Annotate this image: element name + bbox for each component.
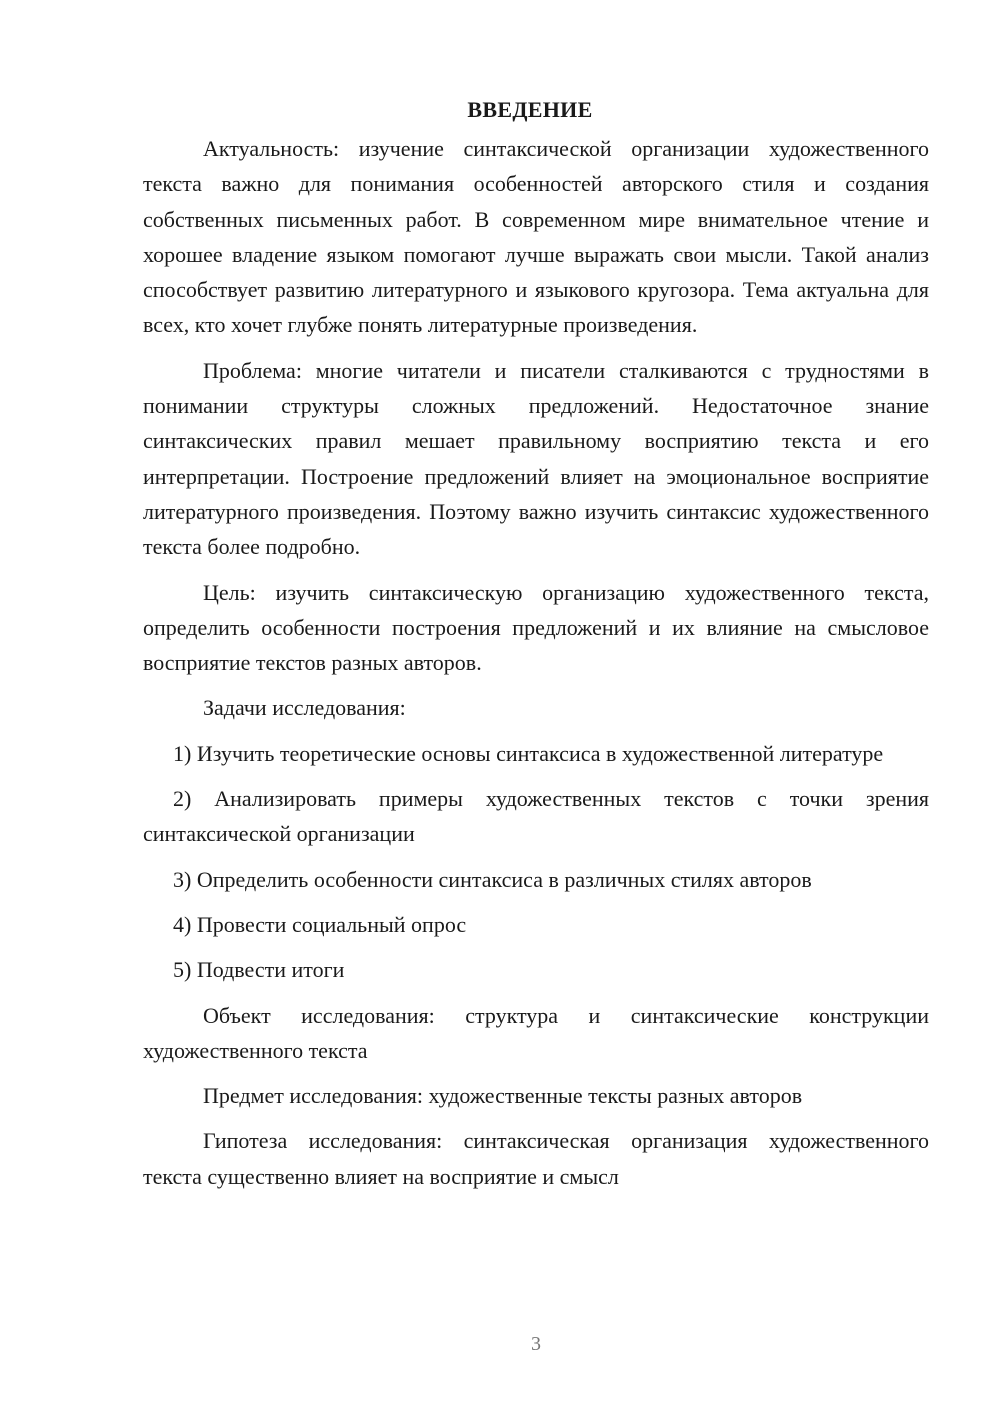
- problem-paragraph: Проблема: многие читатели и писатели сталкиваются с трудностями в понимании структуры сложных предложений. Недостаточное знание синтаксических правил мешает правильному восприятию текста и его интерпретации. Построение предложений влияет на эмоциональное восприятие литературного произведения. Поэтому важно изучить синтаксис художественного текста более подробно.: [143, 357, 929, 560]
- goal-paragraph: Цель: изучить синтаксическую организацию художественного текста, определить особенности построения предложений и их влияние на смысловое восприятие текстов разных авторов.: [143, 579, 929, 676]
- subject-paragraph: Предмет исследования: художественные тексты разных авторов: [203, 1083, 803, 1109]
- task-item: 1) Изучить теоретические основы синтаксиса в художественной литературе: [173, 740, 884, 766]
- hypothesis-paragraph: Гипотеза исследования: синтаксическая организация художественного текста существенно влияет на восприятие и смысл: [143, 1128, 929, 1189]
- task-item: 2) Анализировать примеры художественных текстов с точки зрения синтаксической организации: [143, 786, 929, 847]
- tasks-heading: Задачи исследования:: [203, 695, 406, 721]
- page-number: 3: [531, 1333, 541, 1355]
- object-paragraph: Объект исследования: структура и синтаксические конструкции художественного текста: [143, 1002, 929, 1063]
- task-item: 4) Провести социальный опрос: [173, 911, 467, 937]
- document-page: [143, 92, 929, 1204]
- task-item: 3) Определить особенности синтаксиса в различных стилях авторов: [173, 866, 812, 892]
- relevance-paragraph: Актуальность: изучение синтаксической организации художественного текста важно для понимания особенностей авторского стиля и создания собственных письменных работ. В современном мире внимательное чтение и хорошее владение языком помогают лучше выражать свои мысли. Такой анализ способствует развитию литературного и языкового кругозора. Тема актуальна для всех, кто хочет глубже понять литературные произведения.: [143, 136, 929, 338]
- section-title: ВВЕДЕНИЕ: [467, 97, 593, 122]
- tasks-list: [143, 736, 929, 988]
- task-item: 5) Подвести итоги: [173, 957, 345, 983]
